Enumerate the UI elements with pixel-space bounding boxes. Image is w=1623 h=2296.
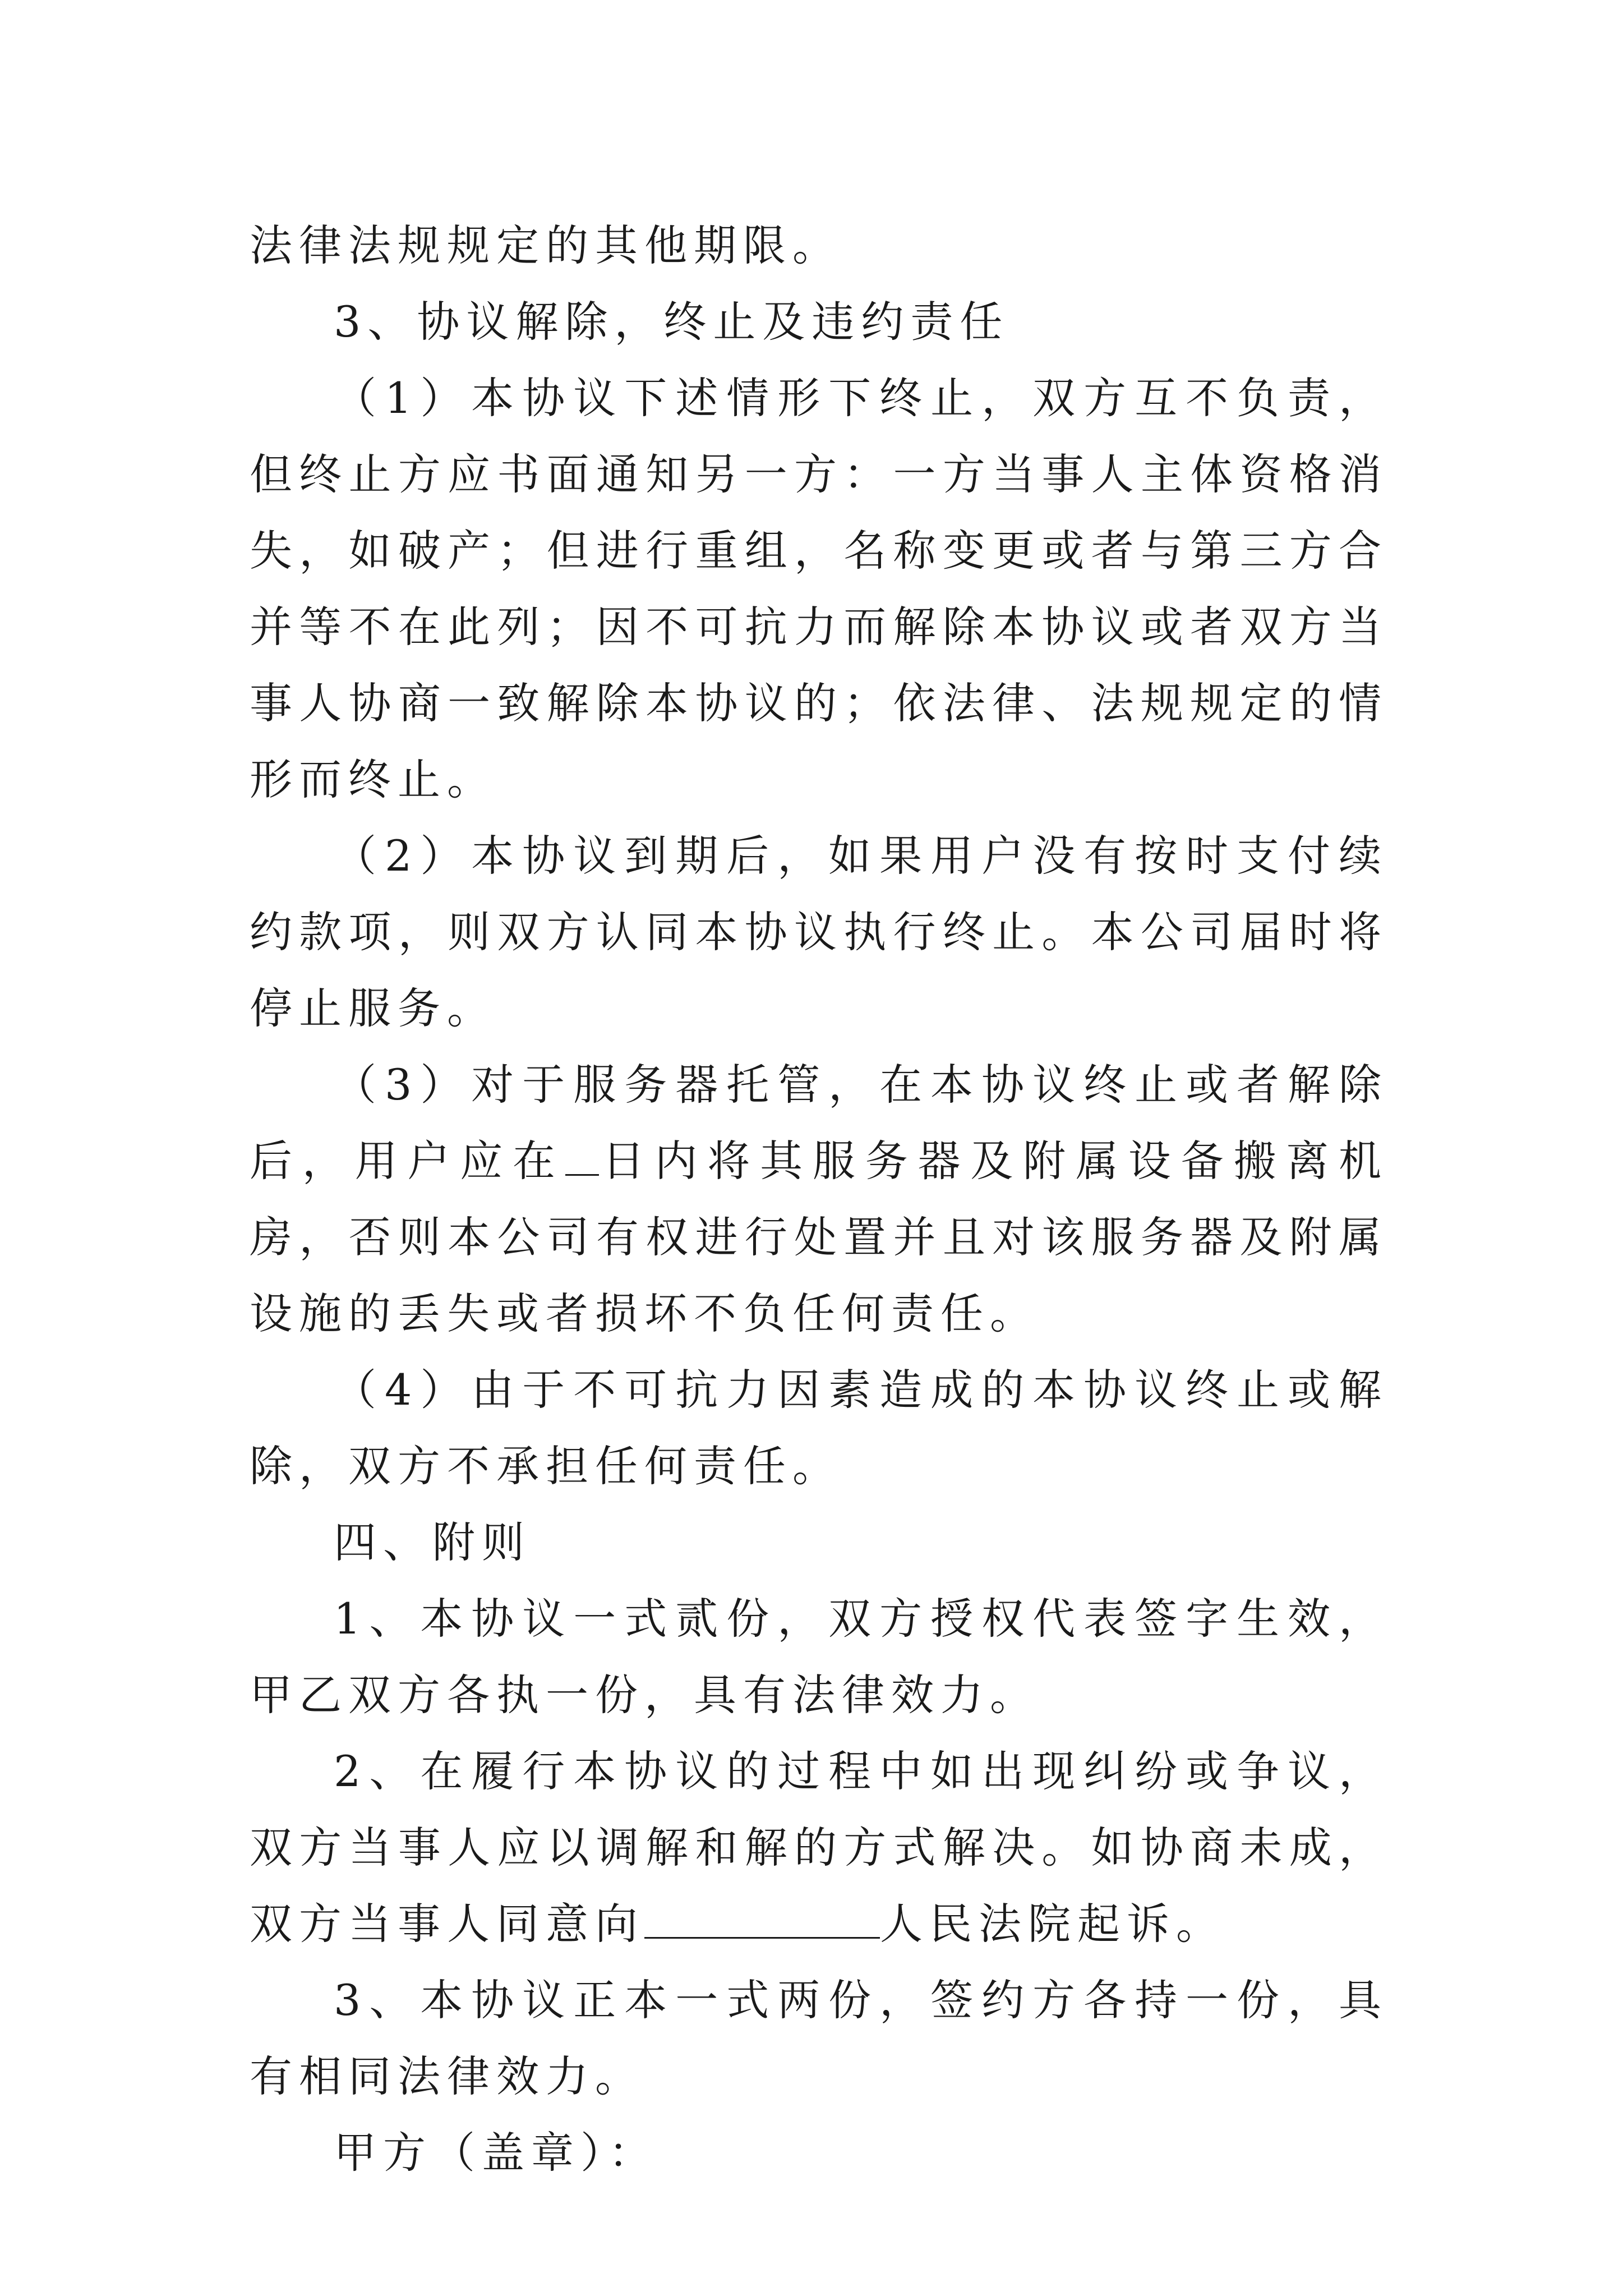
appendix-2-part-b: 人民法院起诉。 (880, 1899, 1225, 1949)
paragraph-clause-3 (250, 1047, 1388, 1352)
paragraph-clause-2: （2）本协议到期后，如果用户没有按时支付续约款项，则双方认同本协议执行终止。本公司届时将停止服务。 (250, 831, 1388, 1033)
paragraph-clause-1: （1）本协议下述情形下终止，双方互不负责，但终止方应书面通知另一方：一方当事人主体资格消失，如破产；但进行重组，名称变更或者与第三方合并等不在此列；因不可抗力而解除本协议或者双方当事人协商一致解除本协议的；依法律、法规规定的情形而终止。 (250, 373, 1388, 804)
heading-termination-liability: 3、协议解除，终止及违约责任 (334, 297, 1009, 347)
paragraph-appendix-3: 3、本协议正本一式两份，签约方各持一份，具有相同法律效力。 (250, 1975, 1388, 2101)
court-name-blank (644, 1898, 880, 1939)
clause-3-part-a: （3）对于服务器托管，在本协议终止或者解除后，用户应在 (250, 1060, 1388, 1186)
clause-3-part-b: 日内将其服务器及附属设备搬离机房，否则本公司有权进行处置并且对该服务器及附属设施的丢失或者损坏不负任何责任。 (250, 1136, 1389, 1338)
paragraph-appendix-2 (250, 1733, 1388, 1962)
paragraph-clause-4: （4）由于不可抗力因素造成的本协议终止或解除，双方不承担任何责任。 (250, 1365, 1388, 1491)
appendix-2-part-a: 2、在履行本协议的过程中如出现纠纷或争议，双方当事人应以调解和解的方式解决。如协商未成，双方当事人同意向 (250, 1746, 1388, 1949)
paragraph-other-terms: 法律法规规定的其他期限。 (250, 220, 842, 270)
days-blank (565, 1135, 599, 1176)
document-body (250, 208, 1388, 2191)
paragraph-appendix-1: 1、本协议一式贰份，双方授权代表签字生效，甲乙双方各执一份，具有法律效力。 (250, 1594, 1388, 1720)
heading-appendix: 四、附则 (334, 1517, 531, 1567)
party-a-seal-label: 甲方（盖章）： (334, 2128, 658, 2178)
